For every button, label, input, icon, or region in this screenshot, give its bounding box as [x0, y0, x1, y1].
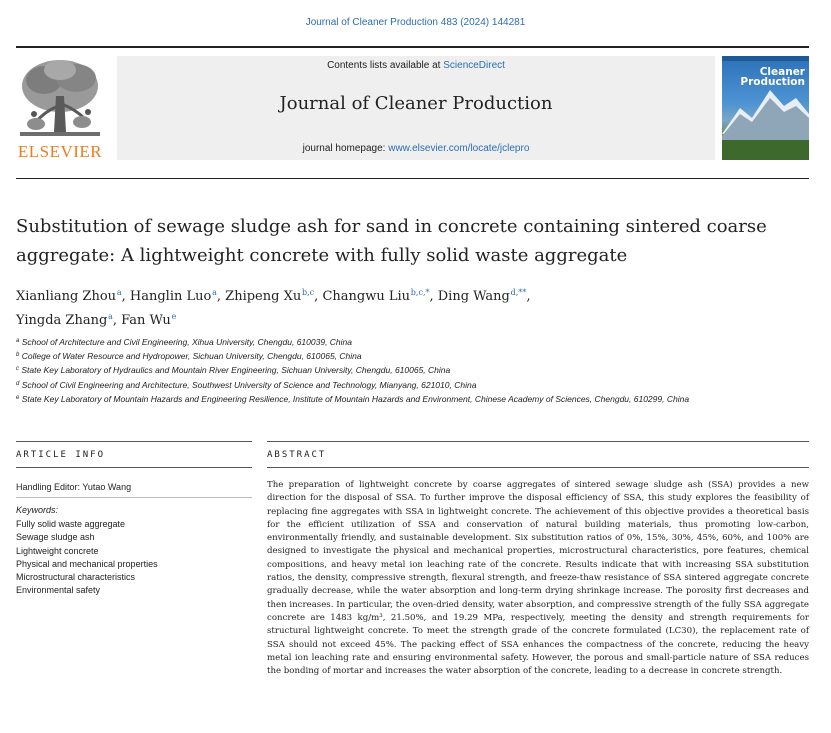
keyword-item[interactable]: Microstructural characteristics [16, 572, 136, 583]
keyword-item[interactable]: Lightweight concrete [16, 545, 99, 556]
elsevier-tree-icon [14, 56, 106, 140]
author-affiliation-marker[interactable]: a [212, 288, 217, 297]
keywords-heading: Keywords: [16, 505, 59, 515]
author-name[interactable]: Yingda Zhang [16, 313, 108, 328]
cover-title-line2: Production [740, 76, 805, 88]
affiliation-list [16, 335, 696, 406]
article-info-heading: ARTICLE INFO [16, 450, 106, 460]
abstract-rule [267, 467, 809, 468]
author-affiliation-marker[interactable]: a [116, 288, 122, 297]
journal-cover-thumbnail[interactable] [722, 56, 809, 160]
journal-citation[interactable]: Journal of Cleaner Production 483 (2024) 144281 [305, 17, 526, 28]
affiliation-item: $^c$ State Key Laboratory of Hydraulics and Mountain River Engineering, Sichuan University, Chengdu, 610065, China [16, 365, 451, 376]
affiliation-item: $^a$ School of Architecture and Civil Engineering, Xihua University, Chengdu, 610039, China [16, 337, 352, 347]
author-affiliation-marker[interactable]: e [171, 312, 177, 321]
sciencedirect-link[interactable]: ScienceDirect [443, 60, 505, 71]
author-affiliation-marker[interactable]: b,c [302, 288, 315, 297]
keyword-item[interactable]: Physical and mechanical properties [16, 558, 158, 569]
abstract-heading: ABSTRACT [267, 450, 327, 460]
contents-prefix: Contents lists available at [327, 60, 444, 71]
article-title: Substitution of sewage sludge ash for sand in concrete containing sintered coarse aggregate: A lightweight concrete with fully solid waste aggregate [16, 216, 767, 266]
author-name[interactable]: Ding Wang [437, 289, 510, 304]
keyword-list [16, 518, 158, 598]
keyword-item[interactable]: Environmental safety [16, 585, 101, 596]
contents-line [117, 60, 715, 71]
author-affiliation-marker[interactable]: b,c,* [410, 288, 430, 297]
journal-masthead [117, 56, 715, 160]
cover-title [726, 67, 805, 87]
author-name[interactable]: Xianliang Zhou [16, 289, 117, 304]
masthead-rule [16, 178, 809, 179]
header-rule [16, 46, 809, 48]
affiliation-item: $^b$ College of Water Resource and Hydropower, Sichuan University, Chengdu, 610065, China [16, 351, 362, 362]
cover-title-line1: Cleaner [759, 66, 805, 78]
author-name[interactable]: Hanglin Luo [129, 289, 212, 304]
elsevier-wordmark: ELSEVIER [17, 142, 103, 161]
article-info-top-rule [16, 441, 252, 442]
author-affiliation-marker[interactable]: a [108, 312, 113, 321]
author-affiliation-marker[interactable]: d,** [510, 288, 527, 297]
article-info-rule [16, 467, 252, 468]
author-name[interactable]: Zhipeng Xu [225, 289, 302, 304]
author-name[interactable]: Fan Wu [121, 313, 171, 328]
keyword-item[interactable]: Fully solid waste aggregate [16, 519, 126, 529]
abstract-text: The preparation of lightweight concrete by coarse aggregates of sintered sewage sludge ash (SSA) provides a new direction for the disposal of SSA. To further improve the disposal efficiency of SSA, this study explores the feasibility of replacing fine aggregates with SSA in lightweight concrete. The achievement of this objective provides a theoretical basis for the efficient utilization of SSA and conservation of natural building materials, thus promoting low-carbon, environmentally friendly, and sustainable development. Six substitution ratios of 0%, 15%, 30%, 45%, 60%, and 100% are designed to investigate the physical and mechanical properties, microstructural characteristics, pore features, chemical compositions, and heavy metal ion leaching rate of the concrete. Results indicate that with increasing SSA substitution ratios, the density, compressive strength, flexural strength, and freeze-thaw resistance of SSA sintered aggregate concrete gradually decrease, while the water absorption and long-term drying shrinkage increase. The porosity first decreases and then increases. In particular, the oven-dried density, water absorption, and compressive strength of the fully SSA aggregate concrete are 1483 kg/m³, 21.50%, and 19.29 MPa, respectively, meeting the density and strength requirements for structural lightweight concrete. To meet the strength grade of the concrete formulated (LC30), the replacement rate of SSA should not exceed 45%. The packing effect of SSA enhances the compactness of the concrete, reducing the heavy metal ion leaching rate and ensuring environmental safety. However, the porous and small-particle nature of SSA reduces the bonding of mortar and increases the water absorption of the concrete, leading to a decrease in concrete strength. [267, 480, 809, 677]
journal-homepage-link[interactable]: www.elsevier.com/locate/jclepro [388, 143, 530, 154]
homepage-prefix: journal homepage: [302, 143, 389, 154]
affiliation-item: $^e$ State Key Laboratory of Mountain Hazards and Engineering Resilience, Institute of Mountain Hazards and Environment, Chinese Academy of Sciences, Chengdu, 610299, China [16, 393, 690, 404]
keywords-rule [16, 497, 252, 498]
author-list: Xianliang Zhou $^a$, Hanglin Luo $^a$, Zhipeng Xu $^{b,c}$, Changwu Liu $^{b,c,*}$, Ding Wang $^{d,**}$, Yingda Zhang $^a$, Fan Wu $^e$ [16, 288, 531, 328]
affiliation-item: $^d$ School of Civil Engineering and Architecture, Southwest University of Science and Technology, Mianyang, 621010, China [16, 379, 477, 390]
author-name[interactable]: Changwu Liu [322, 289, 410, 304]
journal-name[interactable]: Journal of Cleaner Production [279, 93, 553, 114]
homepage-line [117, 143, 715, 154]
abstract-top-rule [267, 441, 809, 442]
keyword-item[interactable]: Sewage sludge ash [16, 532, 95, 543]
handling-editor: Handling Editor: Yutao Wang [16, 482, 132, 492]
